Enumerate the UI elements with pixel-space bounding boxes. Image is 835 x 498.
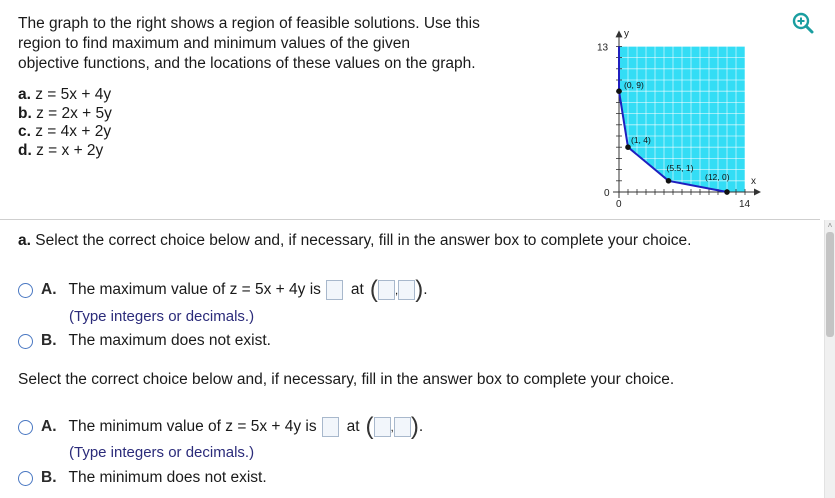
vertex-label: (1, 4) bbox=[631, 135, 651, 146]
y-tick-label-top: 13 bbox=[597, 42, 609, 54]
vertex-label: (5.5, 1) bbox=[666, 162, 694, 173]
min-choice-a-radio[interactable] bbox=[18, 420, 33, 435]
min-x-input[interactable] bbox=[374, 417, 391, 437]
function-d: d. z = x + 2y bbox=[18, 141, 104, 159]
problem-intro bbox=[18, 14, 578, 74]
max-choice-b[interactable]: B. The maximum does not exist. bbox=[18, 332, 271, 350]
function-c: c. z = 4x + 2y bbox=[18, 123, 112, 140]
function-b: b. z = 2x + 5y bbox=[18, 104, 112, 122]
x-axis-label: x bbox=[751, 176, 756, 187]
vertex-point bbox=[666, 178, 672, 184]
max-choice-b-text: The maximum does not exist. bbox=[68, 332, 271, 349]
intro-line-1: The graph to the right shows a region of feasible solutions. Use this bbox=[18, 15, 480, 32]
max-choice-a[interactable]: A. The maximum value of z = 5x + 4y is at ( , ) . bbox=[18, 280, 428, 300]
x-tick-label-right: 14 bbox=[739, 199, 751, 210]
min-choice-a[interactable]: A. The minimum value of z = 5x + 4y is at ( , ) . bbox=[18, 417, 423, 437]
max-choice-a-hint: (Type integers or decimals.) bbox=[69, 308, 255, 325]
scroll-up-icon[interactable]: ˄ bbox=[827, 221, 833, 230]
vertex-point bbox=[724, 189, 730, 195]
intro-line-2: region to find maximum and minimum values of the given bbox=[18, 35, 410, 52]
period: . bbox=[418, 418, 424, 435]
feasible-region-graph bbox=[590, 10, 790, 210]
vertex-label: (0, 9) bbox=[624, 80, 644, 91]
min-choice-b-radio[interactable] bbox=[18, 471, 33, 486]
vertex-point bbox=[616, 88, 622, 94]
section-divider bbox=[0, 219, 820, 220]
max-x-input[interactable] bbox=[378, 280, 395, 300]
part-a-instruction: a. Select the correct choice below and, if necessary, fill in the answer box to complete your choice. bbox=[18, 232, 692, 249]
y-axis-label: y bbox=[624, 28, 629, 40]
y-tick-label-zero: 0 bbox=[604, 188, 610, 199]
vertex-label: (12, 0) bbox=[705, 172, 730, 182]
vertex-point bbox=[625, 144, 631, 150]
max-y-input[interactable] bbox=[398, 280, 415, 300]
scrollbar-thumb[interactable] bbox=[826, 232, 834, 337]
open-paren: ( bbox=[365, 413, 374, 440]
min-choice-b-text: The minimum does not exist. bbox=[68, 469, 267, 486]
min-choice-b[interactable]: B. The minimum does not exist. bbox=[18, 469, 267, 487]
x-tick-label-zero: 0 bbox=[616, 199, 622, 210]
zoom-in-icon[interactable] bbox=[792, 12, 814, 34]
min-value-input[interactable] bbox=[322, 417, 339, 437]
min-choice-a-hint: (Type integers or decimals.) bbox=[69, 444, 255, 461]
min-choice-a-text: The minimum value of z = 5x + 4y is bbox=[68, 418, 317, 435]
function-a: a. z = 5x + 4y bbox=[18, 86, 112, 103]
close-paren: ) bbox=[410, 413, 419, 440]
open-paren: ( bbox=[369, 276, 378, 303]
period: . bbox=[423, 281, 428, 298]
intro-line-3: objective functions, and the locations of these values on the graph. bbox=[18, 55, 476, 72]
max-value-input[interactable] bbox=[326, 280, 343, 300]
max-choice-a-radio[interactable] bbox=[18, 283, 33, 298]
max-choice-b-radio[interactable] bbox=[18, 334, 33, 349]
objective-functions bbox=[18, 86, 112, 160]
second-instruction: Select the correct choice below and, if necessary, fill in the answer box to complete your choice. bbox=[18, 371, 675, 388]
x-axis-arrow-icon bbox=[754, 189, 761, 196]
max-choice-a-text: The maximum value of z = 5x + 4y is bbox=[68, 281, 321, 298]
min-y-input[interactable] bbox=[394, 417, 411, 437]
close-paren: ) bbox=[415, 276, 424, 303]
y-axis-arrow-icon bbox=[616, 30, 623, 37]
